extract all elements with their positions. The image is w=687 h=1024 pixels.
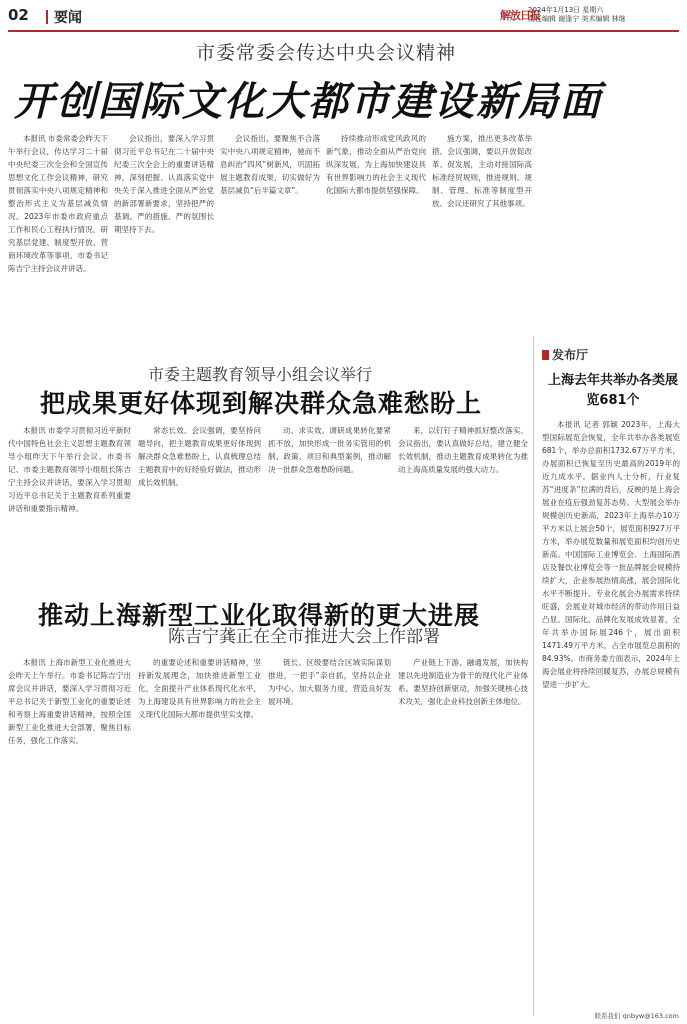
article2-title: 把成果更好体现到解决群众急难愁盼上: [40, 389, 483, 418]
sidebar-body: 本报讯 记者 郭颖 2023年，上海大型国际展览会恢复，全年共举办各类展览681个，举办总面积1732.67万平方米，办展面积已恢复至历史最高的2019年的近九成水平。据业内人士分析，行业复苏“进度条”拉满的背后，反映的是上海会展业在疫后强劲复苏态势。大型展会举办规模创历史新高，2023年上海举办10万平方米以上展会50个，展览面积927万平方米，举办展览数量和展览面积均创历史新高。中国国际工业博览会、上海国际酒店及餐饮业博览会等一批品牌展会规模持续扩大，企业参展热情高涨，展会国际化水平不断提升。专业化展会办展需求持续旺盛，会展业对城市经济的带动作用日益凸显。国际化、品牌化发展成效显著，全年共举办国际展246个，展出面积1471.49万平方米，占全市展览总面积的84.93%。市商务委方面表示，2024年上海会展业将持续回暖复苏，办展总规模有望进一步扩大。: [542, 420, 680, 689]
article2-column-3: 动、求实效。调研成果转化要紧抓不放，加快形成一批务实管用的机制、政策、项目和典型案例，推动解决一批群众急难愁盼问题。: [268, 426, 391, 474]
sidebar-divider: [533, 336, 534, 1016]
footer-contact: 联系我们 qnbyw@163.com: [594, 1012, 679, 1020]
article1-column-5: 施方案，推出更多改革举措。会议强调，要以开放促改革、促发展，主动对接国际高标准经贸规则，推进规则、规制、管理、标准等制度型开放。会议还研究了其他事项。: [432, 134, 532, 208]
page-header: [8, 6, 679, 28]
article2-column-4: 来，以钉钉子精神抓好整改落实。会议指出，要认真做好总结，建立健全长效机制，推动主题教育成果转化为推动上海高质量发展的强大动力。: [398, 426, 528, 474]
article1-column-1: 本报讯 市委常委会昨天下午举行会议，传达学习二十届中央纪委三次全会和全国宣传思想文化工作会议精神，研究贯彻落实中央八项规定精神和整治形式主义为基层减负情况。2023年市委市政府重点工作和民心工程执行情况，研究基层党建、制度型开放、营商环境改革等事项。市委书记陈吉宁主持会议并讲话。: [8, 134, 108, 273]
article3-title: 推动上海新型工业化取得新的更大进展: [38, 601, 481, 630]
article3-subtitle: 陈吉宁龚正在全市推进大会上作部署: [168, 627, 440, 647]
article3-column-4: 产业链上下游、融通发展，加快构建以先进制造业为骨干的现代化产业体系。要坚持创新驱动，加强关键核心技术攻关，强化企业科技创新主体地位。: [398, 658, 528, 706]
editors: 责任编辑 谢逢宁 美术编辑 林继: [528, 15, 626, 23]
sidebar-heading: 发布厅: [542, 346, 588, 363]
issue-date: 2024年1月13日 星期六: [528, 6, 604, 14]
page-separator: [46, 10, 48, 24]
article1-column-2: 会议指出，要深入学习贯彻习近平总书记在二十届中央纪委三次全会上的重要讲话精神，深刻把握、认真落实党中央关于深入推进全面从严治党的新部署新要求，坚持把严的基调、严的措施、严的氛围长期坚持下去。: [114, 134, 214, 234]
article2-column-1: 本报讯 市委学习贯彻习近平新时代中国特色社会主义思想主题教育领导小组昨天下午举行会议。市委书记、市委主题教育领导小组组长陈吉宁主持会议并讲话，要深入学习贯彻习近平总书记关于主题教育系列重要讲话和重要指示精神。: [8, 426, 131, 513]
article2-column-2: 常态长效。会议强调，要坚持问题导向，把主题教育成果更好体现到解决群众急难愁盼上，认真梳理总结主题教育中的好经验好做法，推动形成长效机制。: [138, 426, 261, 487]
sidebar-title: 上海去年共举办各类展览681个: [548, 373, 679, 408]
article1-column-3: 会议指出，要聚焦不合落实中央八项规定精神，驰而不息纠治“四风”树新风，巩固拓展主题教育成果，切实做好为基层减负“后半篇文章”。: [220, 134, 320, 195]
section-name: 要闻: [54, 10, 82, 26]
article1-column-4: 持续推动形成党风政风的新气象，推动全面从严治党向纵深发展，为上海加快建设具有世界影响力的社会主义现代化国际大都市提供坚强保障。: [326, 134, 426, 195]
article1-subtitle: 市委常委会传达中央会议精神: [196, 42, 457, 64]
header-rule: [8, 30, 679, 32]
article1-title: 开创国际文化大都市建设新局面: [14, 79, 602, 125]
page-number: 02: [8, 6, 29, 24]
article3-column-2: 的重要论述和重要讲话精神，坚持新发展理念，加快推进新型工业化，全面提升产业体系现代化水平，为上海建设具有世界影响力的社会主义现代化国际大都市提供坚实支撑。: [138, 658, 261, 719]
dateline: [528, 6, 626, 24]
article2-subtitle: 市委主题教育领导小组会议举行: [148, 365, 373, 384]
article3-column-3: 链长。区级要结合区域实际谋划推进，一把手”亲自抓，坚持以企业为中心，加大服务力度，营造良好发展环境。: [268, 658, 391, 706]
newspaper-logo: 解放日报: [500, 9, 540, 22]
article3-column-1: 本报讯 上海市新型工业化推进大会昨天上午举行。市委书记陈吉宁出席会议并讲话，要深入学习贯彻习近平总书记关于新型工业化的重要论述和考察上海重要讲话精神，按照全国新型工业化推进大会部署，聚焦目标任务，强化工作落实。: [8, 658, 131, 745]
